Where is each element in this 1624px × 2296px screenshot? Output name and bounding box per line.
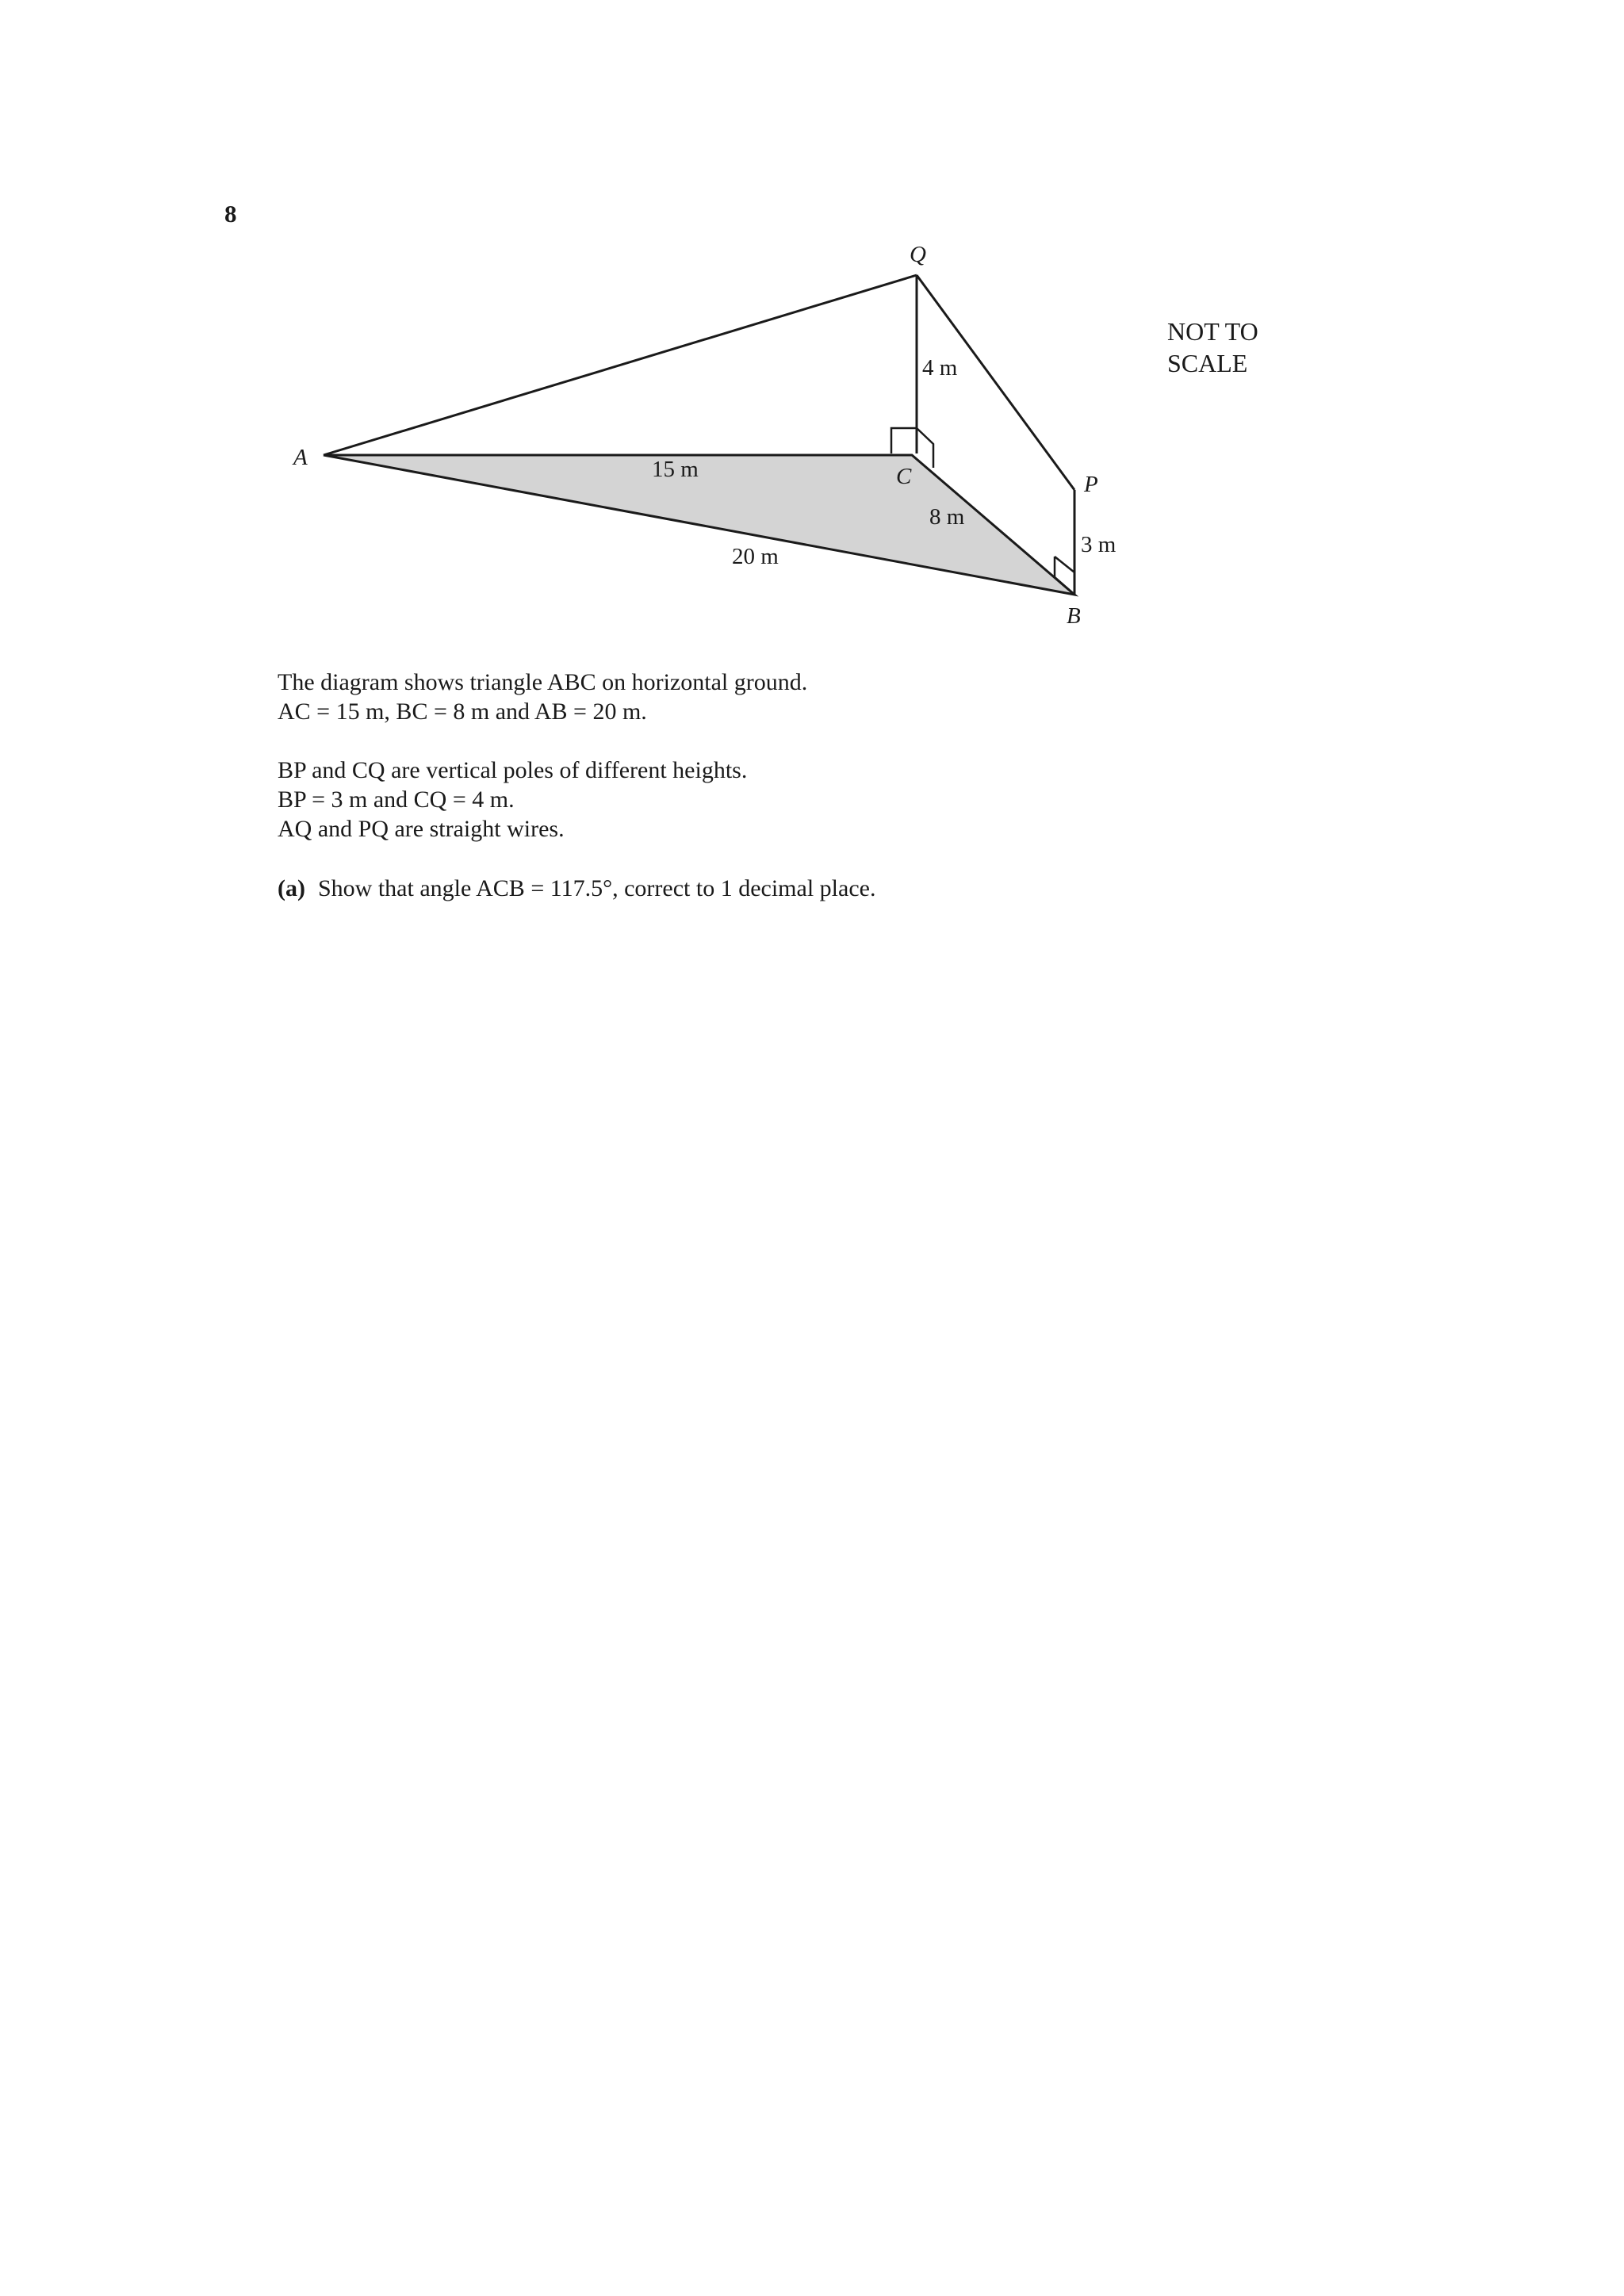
- part-a-label: (a): [278, 875, 305, 901]
- note-line-2: SCALE: [1167, 349, 1248, 377]
- poles-paragraph: [278, 756, 747, 844]
- question-number: 8: [224, 200, 237, 228]
- label-length-bc: 8 m: [929, 504, 965, 530]
- label-point-p: P: [1084, 472, 1098, 497]
- poles-line-1: BP and CQ are vertical poles of different heights.: [278, 757, 748, 783]
- label-point-c: C: [896, 464, 912, 489]
- wire-aq: [324, 275, 917, 455]
- wire-pq: [917, 275, 1074, 490]
- poles-line-3: AQ and PQ are straight wires.: [278, 816, 565, 842]
- poles-line-2: BP = 3 m and CQ = 4 m.: [278, 786, 515, 813]
- note-line-1: NOT TO: [1167, 317, 1258, 346]
- intro-paragraph: [278, 668, 807, 726]
- intro-line-2: AC = 15 m, BC = 8 m and AB = 20 m.: [278, 698, 647, 725]
- part-a-text: Show that angle ACB = 117.5°, correct to 1 decimal place.: [317, 875, 876, 901]
- label-point-b: B: [1067, 603, 1081, 629]
- part-a: [278, 874, 875, 903]
- label-length-ac: 15 m: [652, 457, 699, 482]
- label-length-ab: 20 m: [732, 544, 779, 569]
- label-length-cq: 4 m: [922, 355, 958, 381]
- label-point-a: A: [293, 445, 308, 470]
- right-angle-marker-c: [891, 428, 917, 453]
- label-length-bp: 3 m: [1081, 532, 1116, 557]
- intro-line-1: The diagram shows triangle ABC on horizontal ground.: [278, 669, 808, 695]
- right-angle-marker-b-2: [1055, 557, 1074, 572]
- label-point-q: Q: [910, 242, 926, 267]
